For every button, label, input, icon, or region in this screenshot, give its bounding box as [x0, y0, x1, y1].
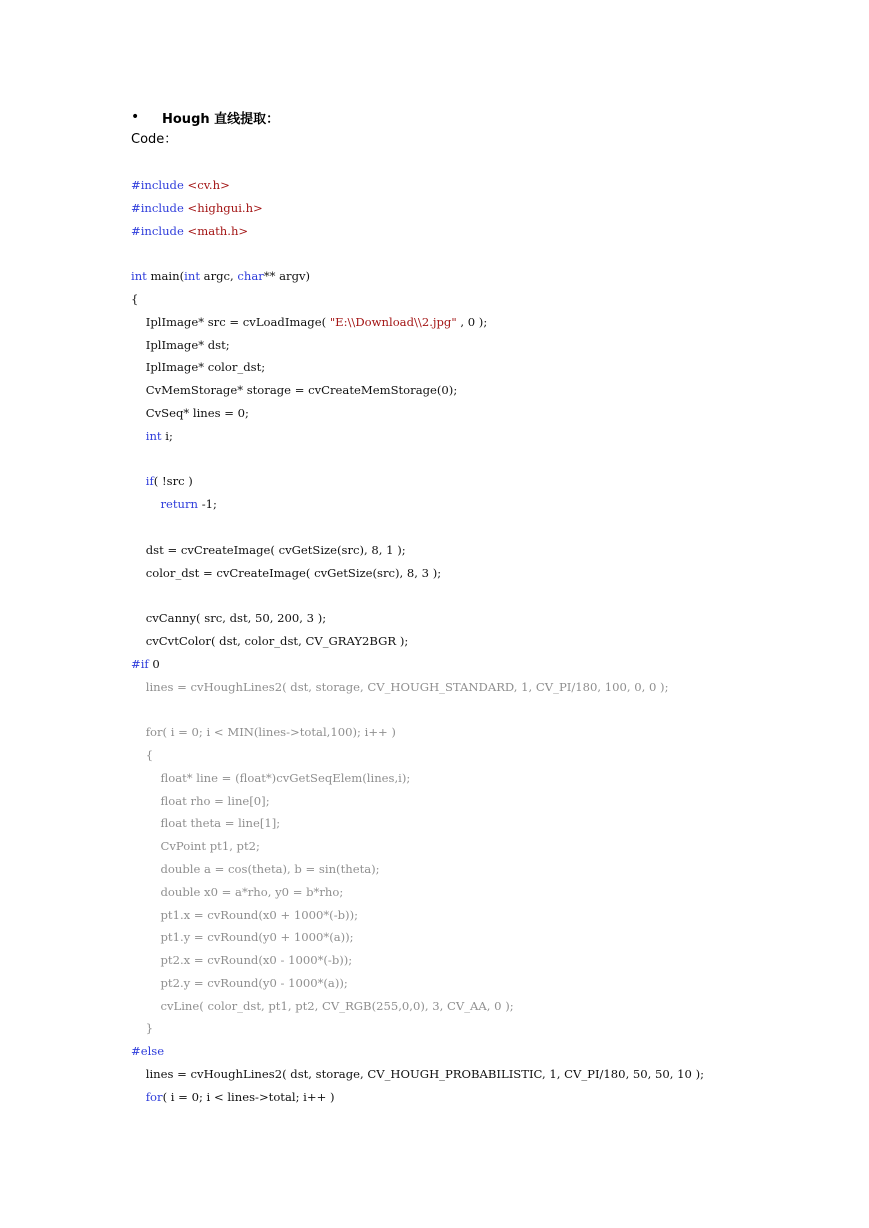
- code-line: [131, 607, 704, 630]
- code-token: <math.h>: [187, 223, 249, 238]
- code-token: #include: [131, 200, 188, 215]
- code-label: Code：: [131, 132, 178, 147]
- code-token: float rho = line[0];: [131, 793, 270, 808]
- code-block: [131, 174, 704, 1109]
- code-line: [131, 767, 704, 790]
- code-token: cvCvtColor( dst, color_dst, CV_GRAY2BGR );: [131, 633, 409, 648]
- code-line: [131, 790, 704, 813]
- code-token: int: [184, 269, 200, 284]
- code-line: [131, 653, 704, 676]
- code-line: [131, 972, 704, 995]
- code-token: [131, 497, 160, 511]
- code-line: [131, 949, 704, 972]
- code-token: <highgui.h>: [187, 200, 263, 215]
- code-line: [131, 858, 704, 881]
- code-token: IplImage* color_dst;: [131, 360, 266, 375]
- code-token: float theta = line[1];: [131, 816, 281, 831]
- code-token: cvCanny( src, dst, 50, 200, 3 );: [131, 611, 327, 626]
- code-line: [131, 197, 704, 220]
- code-token: pt1.x = cvRound(x0 + 1000*(-b));: [131, 907, 358, 922]
- code-token: ** argv): [263, 269, 311, 284]
- code-token: i;: [161, 428, 173, 443]
- code-line: [131, 721, 704, 744]
- code-token: main(: [146, 269, 185, 284]
- code-token: lines = cvHoughLines2( dst, storage, CV_HOUGH_STANDARD, 1, CV_PI/180, 100, 0, 0 );: [131, 679, 669, 694]
- code-token: lines = cvHoughLines2( dst, storage, CV_HOUGH_PROBABILISTIC, 1, CV_PI/180, 50, 50, 10 );: [131, 1067, 705, 1082]
- code-token: #include: [131, 223, 188, 238]
- code-token: pt2.y = cvRound(y0 - 1000*(a));: [131, 975, 348, 990]
- code-line: [131, 402, 704, 425]
- code-line: [131, 242, 704, 265]
- code-line: [131, 539, 704, 562]
- code-token: <cv.h>: [187, 178, 230, 192]
- code-token: #if: [131, 656, 149, 671]
- code-token: CvSeq* lines = 0;: [131, 405, 249, 420]
- code-token: color_dst = cvCreateImage( cvGetSize(src), 8, 3 );: [131, 565, 442, 580]
- code-line: [131, 630, 704, 653]
- code-token: char: [237, 269, 264, 284]
- code-token: "E:\\Download\\2.jpg": [329, 314, 457, 329]
- heading-text: Hough 直线提取：: [162, 111, 280, 127]
- code-token: cvLine( color_dst, pt1, pt2, CV_RGB(255,0,0), 3, CV_AA, 0 );: [131, 998, 514, 1013]
- code-token: [131, 1090, 146, 1104]
- code-line: [131, 265, 704, 288]
- code-token: {: [131, 747, 154, 762]
- code-token: 0: [148, 656, 160, 671]
- code-token: [131, 429, 146, 443]
- code-token: int: [145, 428, 162, 443]
- code-line: [131, 1040, 704, 1063]
- code-token: for: [145, 1089, 163, 1104]
- code-line: [131, 744, 704, 767]
- code-token: CvMemStorage* storage = cvCreateMemStorage(0);: [131, 383, 458, 398]
- code-token: #else: [131, 1044, 165, 1059]
- code-line: [131, 379, 704, 402]
- code-token: pt1.y = cvRound(y0 + 1000*(a));: [131, 930, 354, 945]
- code-line: [131, 448, 704, 471]
- bullet-icon: •: [131, 109, 140, 125]
- code-token: if: [145, 474, 154, 489]
- section-heading: [131, 106, 279, 128]
- code-line: [131, 1086, 704, 1109]
- code-line: [131, 698, 704, 721]
- code-token: float* line = (float*)cvGetSeqElem(lines,i);: [131, 770, 411, 785]
- code-token: for( i = 0; i < MIN(lines->total,100); i++ ): [131, 725, 396, 740]
- code-token: return: [160, 497, 199, 512]
- code-line: [131, 1017, 704, 1040]
- code-line: [131, 584, 704, 607]
- code-line: [131, 470, 704, 493]
- code-token: ( i = 0; i < lines->total; i++ ): [162, 1089, 335, 1104]
- code-token: argc,: [199, 269, 238, 284]
- code-token: [131, 474, 146, 488]
- code-token: -1;: [198, 497, 217, 512]
- code-token: #include: [131, 178, 188, 192]
- code-token: }: [131, 1021, 154, 1036]
- code-line: [131, 174, 704, 197]
- code-line: [131, 995, 704, 1018]
- code-token: CvPoint pt1, pt2;: [131, 839, 260, 854]
- code-token: double a = cos(theta), b = sin(theta);: [131, 861, 380, 876]
- code-line: [131, 220, 704, 243]
- code-token: double x0 = a*rho, y0 = b*rho;: [131, 884, 344, 899]
- code-line: [131, 311, 704, 334]
- code-line: [131, 334, 704, 357]
- code-line: [131, 425, 704, 448]
- code-line: [131, 1063, 704, 1086]
- code-token: {: [131, 291, 139, 306]
- code-line: [131, 904, 704, 927]
- code-line: [131, 676, 704, 699]
- code-line: [131, 516, 704, 539]
- code-token: pt2.x = cvRound(x0 - 1000*(-b));: [131, 953, 353, 968]
- code-line: [131, 812, 704, 835]
- code-token: int: [131, 269, 147, 284]
- code-token: , 0 );: [456, 314, 488, 329]
- code-line: [131, 562, 704, 585]
- code-line: [131, 288, 704, 311]
- code-token: ( !src ): [153, 474, 193, 489]
- code-token: dst = cvCreateImage( cvGetSize(src), 8, 1 );: [131, 542, 406, 557]
- code-token: IplImage* src = cvLoadImage(: [131, 314, 330, 329]
- code-line: [131, 835, 704, 858]
- code-line: [131, 356, 704, 379]
- code-line: [131, 926, 704, 949]
- code-line: [131, 881, 704, 904]
- code-token: IplImage* dst;: [131, 337, 230, 352]
- code-line: [131, 493, 704, 516]
